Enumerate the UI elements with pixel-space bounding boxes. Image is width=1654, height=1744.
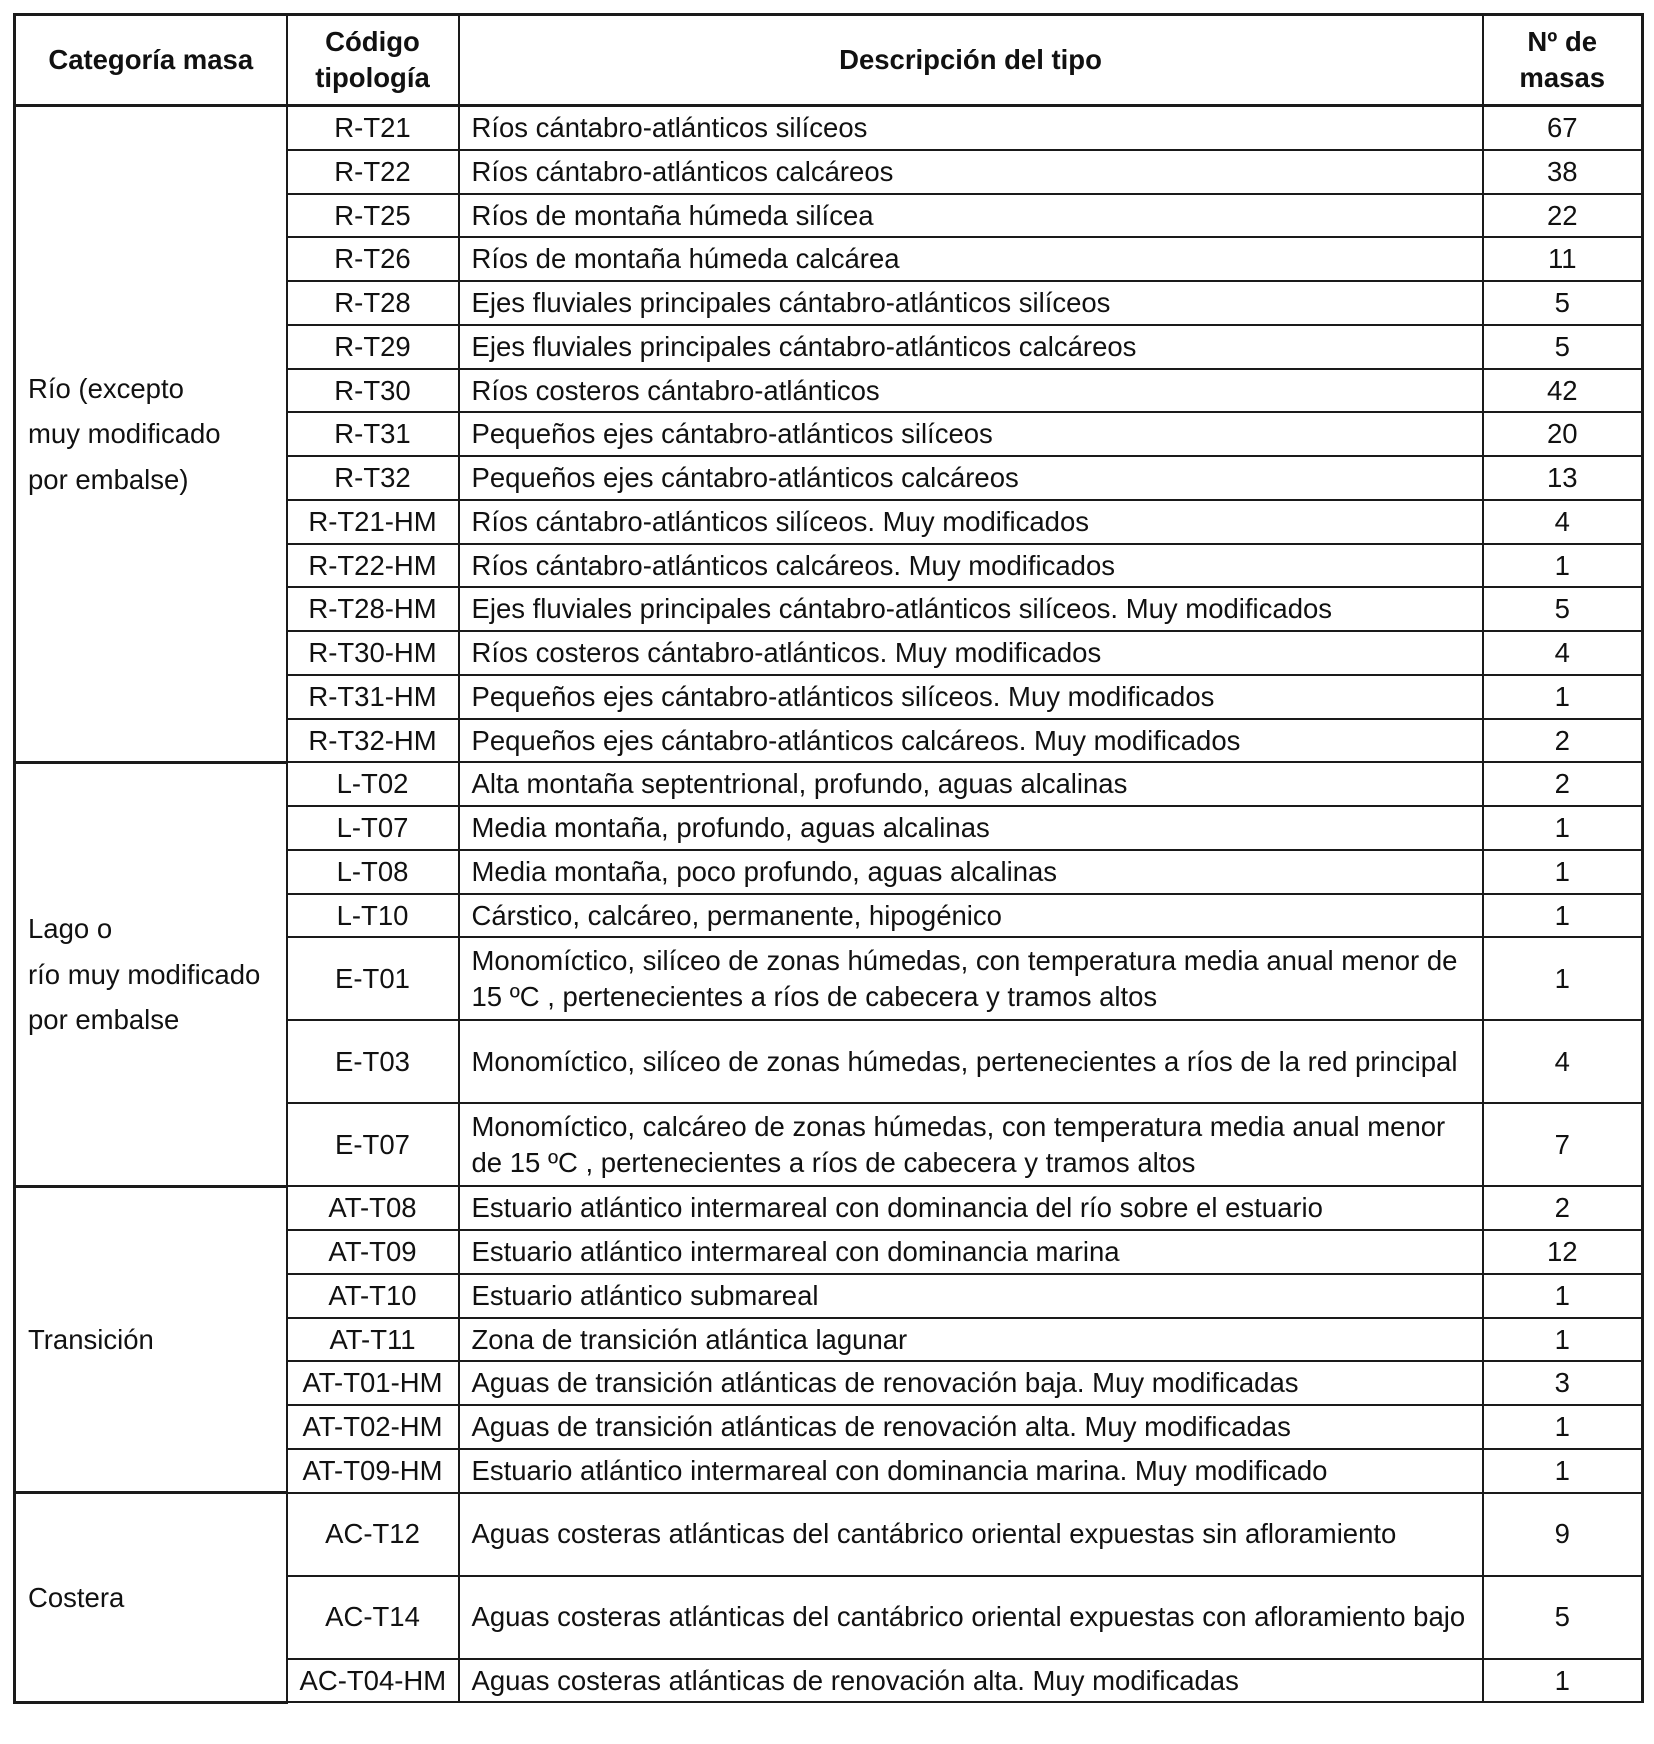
code-cell: R-T22 xyxy=(287,150,459,194)
category-cell xyxy=(15,762,287,1186)
code-cell: R-T31 xyxy=(287,412,459,456)
count-cell: 9 xyxy=(1483,1493,1643,1576)
count-cell: 5 xyxy=(1483,281,1643,325)
description-cell: Estuario atlántico submareal xyxy=(459,1274,1483,1318)
header-count xyxy=(1483,15,1643,106)
code-cell: AC-T12 xyxy=(287,1493,459,1576)
count-cell: 1 xyxy=(1483,850,1643,894)
table-row xyxy=(15,1493,1643,1576)
code-cell: L-T10 xyxy=(287,894,459,938)
category-cell xyxy=(15,1186,287,1492)
description-cell: Monomíctico, silíceo de zonas húmedas, pertenecientes a ríos de la red principal xyxy=(459,1020,1483,1103)
code-cell: L-T07 xyxy=(287,806,459,850)
count-cell: 67 xyxy=(1483,106,1643,150)
count-cell: 1 xyxy=(1483,1449,1643,1493)
description-cell: Aguas de transición atlánticas de renovación alta. Muy modificadas xyxy=(459,1405,1483,1449)
code-cell: R-T28 xyxy=(287,281,459,325)
header-description: Descripción del tipo xyxy=(459,15,1483,106)
code-cell: AC-T04-HM xyxy=(287,1659,459,1703)
code-cell: R-T31-HM xyxy=(287,675,459,719)
code-cell: AC-T14 xyxy=(287,1576,459,1659)
count-cell: 1 xyxy=(1483,675,1643,719)
code-cell: E-T07 xyxy=(287,1103,459,1186)
category-line: Lago o xyxy=(28,913,113,945)
description-cell: Media montaña, profundo, aguas alcalinas xyxy=(459,806,1483,850)
category-line: por embalse) xyxy=(28,463,189,495)
typology-table xyxy=(13,13,1644,1704)
count-cell: 4 xyxy=(1483,500,1643,544)
code-cell: L-T08 xyxy=(287,850,459,894)
code-cell: R-T26 xyxy=(287,237,459,281)
code-cell: L-T02 xyxy=(287,762,459,806)
count-cell: 1 xyxy=(1483,1659,1643,1703)
description-cell: Media montaña, poco profundo, aguas alcalinas xyxy=(459,850,1483,894)
code-cell: AT-T01-HM xyxy=(287,1361,459,1405)
code-cell: R-T30-HM xyxy=(287,631,459,675)
description-cell: Ríos costeros cántabro-atlánticos xyxy=(459,369,1483,413)
description-cell: Ríos cántabro-atlánticos calcáreos xyxy=(459,150,1483,194)
count-cell: 20 xyxy=(1483,412,1643,456)
table-body xyxy=(15,106,1643,1703)
code-cell: R-T32-HM xyxy=(287,719,459,763)
category-line: Río (excepto xyxy=(28,372,184,404)
count-cell: 7 xyxy=(1483,1103,1643,1186)
description-cell: Aguas de transición atlánticas de renovación baja. Muy modificadas xyxy=(459,1361,1483,1405)
code-cell: R-T22-HM xyxy=(287,544,459,588)
count-cell: 2 xyxy=(1483,719,1643,763)
count-cell: 5 xyxy=(1483,325,1643,369)
description-cell: Ríos cántabro-atlánticos silíceos xyxy=(459,106,1483,150)
count-cell: 1 xyxy=(1483,894,1643,938)
description-cell: Ejes fluviales principales cántabro-atlánticos silíceos. Muy modificados xyxy=(459,587,1483,631)
count-cell: 38 xyxy=(1483,150,1643,194)
count-cell: 22 xyxy=(1483,194,1643,238)
code-cell: R-T30 xyxy=(287,369,459,413)
description-cell: Ríos de montaña húmeda calcárea xyxy=(459,237,1483,281)
code-cell: R-T29 xyxy=(287,325,459,369)
description-cell: Alta montaña septentrional, profundo, aguas alcalinas xyxy=(459,762,1483,806)
count-cell: 1 xyxy=(1483,937,1643,1020)
header-count-line: Nº de xyxy=(1527,26,1598,58)
category-cell xyxy=(15,1493,287,1703)
description-cell: Zona de transición atlántica lagunar xyxy=(459,1318,1483,1362)
description-cell: Aguas costeras atlánticas de renovación alta. Muy modificadas xyxy=(459,1659,1483,1703)
table-row xyxy=(15,1186,1643,1230)
header-count-line: masas xyxy=(1519,62,1606,93)
header-row xyxy=(15,15,1643,106)
description-cell: Cárstico, calcáreo, permanente, hipogénico xyxy=(459,894,1483,938)
table-header xyxy=(15,15,1643,106)
category-line: Transición xyxy=(28,1323,154,1355)
description-cell: Ríos cántabro-atlánticos calcáreos. Muy modificados xyxy=(459,544,1483,588)
count-cell: 5 xyxy=(1483,1576,1643,1659)
description-cell: Ríos cántabro-atlánticos silíceos. Muy modificados xyxy=(459,500,1483,544)
code-cell: R-T32 xyxy=(287,456,459,500)
count-cell: 11 xyxy=(1483,237,1643,281)
code-cell: AT-T09-HM xyxy=(287,1449,459,1493)
count-cell: 1 xyxy=(1483,806,1643,850)
code-cell: AT-T11 xyxy=(287,1318,459,1362)
description-cell: Aguas costeras atlánticas del cantábrico oriental expuestas sin afloramiento xyxy=(459,1493,1483,1576)
count-cell: 12 xyxy=(1483,1230,1643,1274)
code-cell: AT-T02-HM xyxy=(287,1405,459,1449)
code-cell: AT-T08 xyxy=(287,1186,459,1230)
count-cell: 1 xyxy=(1483,1405,1643,1449)
code-cell: E-T01 xyxy=(287,937,459,1020)
code-cell: AT-T10 xyxy=(287,1274,459,1318)
category-line: por embalse xyxy=(28,1003,180,1035)
table-row xyxy=(15,106,1643,150)
count-cell: 4 xyxy=(1483,1020,1643,1103)
count-cell: 42 xyxy=(1483,369,1643,413)
description-cell: Ríos costeros cántabro-atlánticos. Muy modificados xyxy=(459,631,1483,675)
header-code xyxy=(287,15,459,106)
code-cell: E-T03 xyxy=(287,1020,459,1103)
count-cell: 2 xyxy=(1483,1186,1643,1230)
description-cell: Pequeños ejes cántabro-atlánticos calcáreos. Muy modificados xyxy=(459,719,1483,763)
description-cell: Monomíctico, calcáreo de zonas húmedas, con temperatura media anual menor de 15 ºC , pertenecientes a ríos de cabecera y tramos altos xyxy=(459,1103,1483,1186)
category-line: río muy modificado xyxy=(28,958,261,990)
description-cell: Estuario atlántico intermareal con dominancia del río sobre el estuario xyxy=(459,1186,1483,1230)
header-category: Categoría masa xyxy=(15,15,287,106)
description-cell: Monomíctico, silíceo de zonas húmedas, con temperatura media anual menor de 15 ºC , pertenecientes a ríos de cabecera y tramos altos xyxy=(459,937,1483,1020)
count-cell: 1 xyxy=(1483,1318,1643,1362)
code-cell: R-T21-HM xyxy=(287,500,459,544)
header-code-line: tipología xyxy=(315,62,430,93)
category-line: muy modificado xyxy=(28,418,221,450)
category-line: Costera xyxy=(28,1581,125,1613)
code-cell: R-T25 xyxy=(287,194,459,238)
count-cell: 3 xyxy=(1483,1361,1643,1405)
count-cell: 2 xyxy=(1483,762,1643,806)
count-cell: 1 xyxy=(1483,544,1643,588)
category-cell xyxy=(15,106,287,763)
description-cell: Estuario atlántico intermareal con dominancia marina xyxy=(459,1230,1483,1274)
header-code-line: Código xyxy=(325,26,420,58)
description-cell: Estuario atlántico intermareal con dominancia marina. Muy modificado xyxy=(459,1449,1483,1493)
count-cell: 13 xyxy=(1483,456,1643,500)
table-row xyxy=(15,762,1643,806)
code-cell: R-T28-HM xyxy=(287,587,459,631)
count-cell: 1 xyxy=(1483,1274,1643,1318)
description-cell: Ejes fluviales principales cántabro-atlánticos silíceos xyxy=(459,281,1483,325)
description-cell: Ríos de montaña húmeda silícea xyxy=(459,194,1483,238)
description-cell: Pequeños ejes cántabro-atlánticos silíceos xyxy=(459,412,1483,456)
code-cell: R-T21 xyxy=(287,106,459,150)
description-cell: Pequeños ejes cántabro-atlánticos silíceos. Muy modificados xyxy=(459,675,1483,719)
description-cell: Aguas costeras atlánticas del cantábrico oriental expuestas con afloramiento bajo xyxy=(459,1576,1483,1659)
description-cell: Pequeños ejes cántabro-atlánticos calcáreos xyxy=(459,456,1483,500)
count-cell: 4 xyxy=(1483,631,1643,675)
code-cell: AT-T09 xyxy=(287,1230,459,1274)
description-cell: Ejes fluviales principales cántabro-atlánticos calcáreos xyxy=(459,325,1483,369)
count-cell: 5 xyxy=(1483,587,1643,631)
